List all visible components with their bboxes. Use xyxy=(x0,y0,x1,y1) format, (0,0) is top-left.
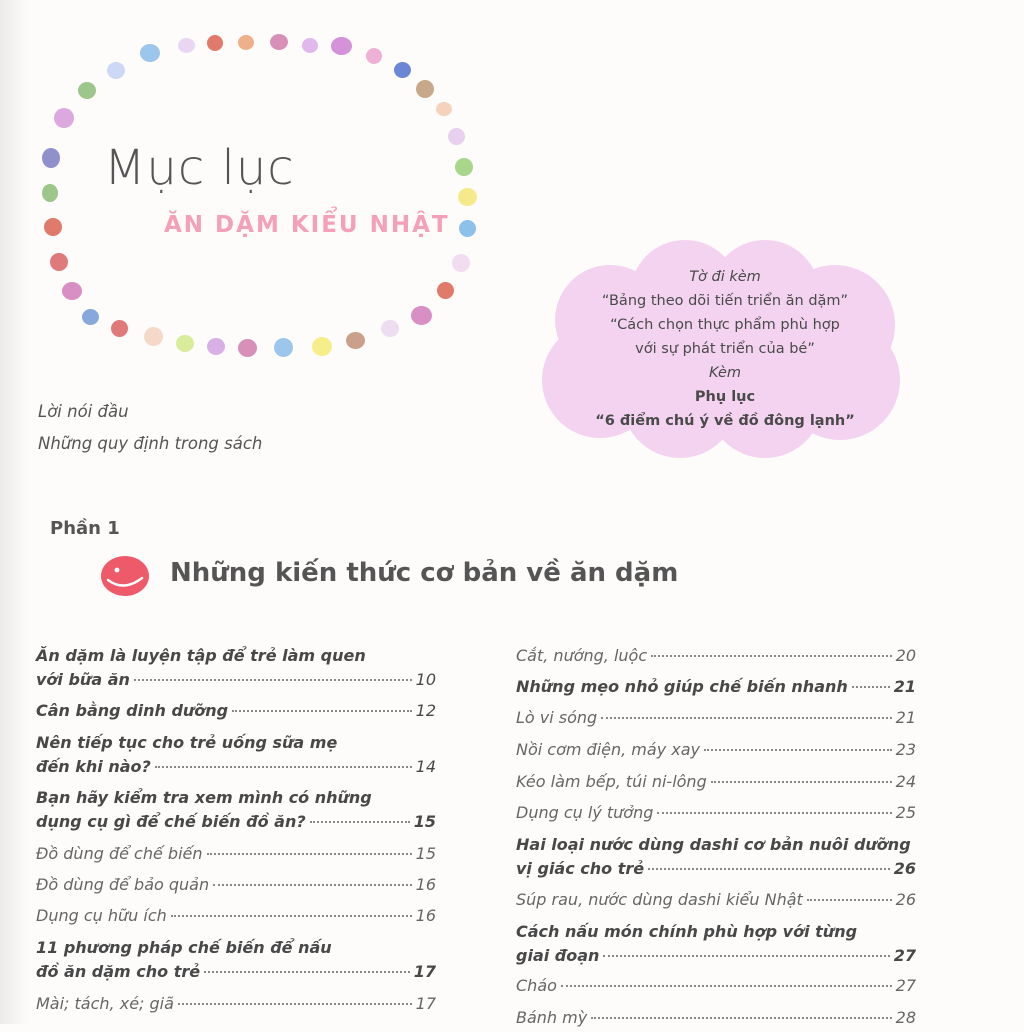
cloud-note xyxy=(560,265,890,433)
toc-entry-label: 11 phương pháp chế biến để nấu xyxy=(36,938,332,957)
toc-page-number: 26 xyxy=(895,890,916,909)
toc-entry[interactable] xyxy=(516,1008,916,1032)
toc-entry-label: Bạn hãy kiểm tra xem mình có những xyxy=(36,788,372,807)
toc-entry[interactable] xyxy=(516,922,916,970)
toc-entry-label: Cân bằng dinh dưỡng xyxy=(36,701,229,720)
toc-entry[interactable] xyxy=(516,708,916,732)
toc-entry[interactable] xyxy=(36,733,436,781)
toc-page-number: 15 xyxy=(413,812,436,831)
toc-entry-label: Nồi cơm điện, máy xay xyxy=(516,740,700,759)
toc-page-number: 27 xyxy=(893,946,916,965)
toc-page-number: 10 xyxy=(415,670,436,689)
toc-entry[interactable] xyxy=(36,906,436,930)
cloud-line-6: Phụ lục xyxy=(694,389,756,405)
toc-entry-label: với bữa ăn xyxy=(36,670,130,689)
front-matter-preface: Lời nói đầu xyxy=(38,402,129,421)
page-binding-shadow xyxy=(0,0,30,1024)
toc-entry[interactable] xyxy=(36,701,436,725)
page-title: Mục lục xyxy=(104,140,295,196)
toc-page-number: 23 xyxy=(895,740,916,759)
smiley-face-icon xyxy=(100,554,150,598)
toc-entry-label: Những mẹo nhỏ giúp chế biến nhanh xyxy=(516,677,848,696)
toc-page-number: 26 xyxy=(893,859,916,878)
toc-page-number: 17 xyxy=(413,962,436,981)
cloud-line-5: Kèm xyxy=(708,365,742,381)
part-label: Phần 1 xyxy=(50,518,120,539)
toc-entry[interactable] xyxy=(516,646,916,670)
toc-page-number: 21 xyxy=(893,677,916,696)
toc-entry-label: Lò vi sóng xyxy=(516,708,598,727)
toc-entry-label: giai đoạn xyxy=(516,946,600,965)
toc-page-number: 21 xyxy=(895,708,916,727)
book-subtitle: ĂN DẶM KIỂU NHẬT xyxy=(164,212,450,238)
toc-entry-label: Mài; tách, xé; giã xyxy=(36,994,174,1013)
toc-page-number: 25 xyxy=(895,803,916,822)
toc-entry-label: Bánh mỳ xyxy=(516,1008,588,1027)
toc-entry[interactable] xyxy=(516,890,916,914)
part-title: Những kiến thức cơ bản về ăn dặm xyxy=(170,558,679,588)
toc-entry-label: Đồ dùng để bảo quản xyxy=(36,875,210,894)
toc-entry-label: Súp rau, nước dùng dashi kiểu Nhật xyxy=(516,890,803,909)
toc-page-number: 14 xyxy=(415,757,436,776)
toc-page-number: 24 xyxy=(895,772,916,791)
toc-entry-label: dụng cụ gì để chế biến đồ ăn? xyxy=(36,812,306,831)
toc-entry-label: đồ ăn dặm cho trẻ xyxy=(36,962,201,981)
toc-page-number: 15 xyxy=(415,844,436,863)
toc-entry[interactable] xyxy=(36,844,436,868)
toc-page-number: 27 xyxy=(895,976,916,995)
toc-entry-label: Dụng cụ hữu ích xyxy=(36,906,167,925)
toc-page-number: 16 xyxy=(415,875,436,894)
cloud-line-1: Tờ đi kèm xyxy=(689,269,761,285)
toc-page-number: 16 xyxy=(415,906,436,925)
cloud-line-2: “Bảng theo dõi tiến triển ăn dặm” xyxy=(601,293,849,309)
toc-page-number: 17 xyxy=(415,994,436,1013)
toc-entry-label: Hai loại nước dùng dashi cơ bản nuôi dưỡng xyxy=(516,835,911,854)
toc-entry-label: Nên tiếp tục cho trẻ uống sữa mẹ xyxy=(36,733,338,752)
cloud-line-4: với sự phát triển của bé” xyxy=(635,341,815,357)
toc-entry-label: đến khi nào? xyxy=(36,757,151,776)
toc-entry-label: Cách nấu món chính phù hợp với từng xyxy=(516,922,858,941)
toc-entry-label: vị giác cho trẻ xyxy=(516,859,645,878)
toc-entry-label: Ăn dặm là luyện tập để trẻ làm quen xyxy=(36,646,366,665)
toc-entry[interactable] xyxy=(36,646,436,694)
toc-entry-label: Cháo xyxy=(516,976,557,995)
toc-entry[interactable] xyxy=(516,740,916,764)
toc-entry-label: Cắt, nướng, luộc xyxy=(516,646,648,665)
toc-entry[interactable] xyxy=(36,788,436,836)
toc-entry[interactable] xyxy=(36,938,436,986)
toc-entry[interactable] xyxy=(516,835,916,883)
toc-entry-label: Kéo làm bếp, túi ni-lông xyxy=(516,772,707,791)
toc-entry[interactable] xyxy=(516,772,916,796)
cloud-line-7: “6 điểm chú ý về đồ đông lạnh” xyxy=(595,413,855,429)
toc-entry[interactable] xyxy=(36,994,436,1018)
front-matter-rules: Những quy định trong sách xyxy=(38,434,263,453)
cloud-line-3: “Cách chọn thực phẩm phù hợp xyxy=(610,317,840,333)
toc-entry[interactable] xyxy=(516,803,916,827)
toc-page-number: 28 xyxy=(895,1008,916,1027)
toc-page-number: 12 xyxy=(415,701,436,720)
toc-page-number: 20 xyxy=(895,646,916,665)
toc-entry[interactable] xyxy=(36,875,436,899)
toc-entry[interactable] xyxy=(516,976,916,1000)
toc-entry[interactable] xyxy=(516,677,916,701)
toc-entry-label: Dụng cụ lý tưởng xyxy=(516,803,654,822)
toc-entry-label: Đồ dùng để chế biến xyxy=(36,844,203,863)
